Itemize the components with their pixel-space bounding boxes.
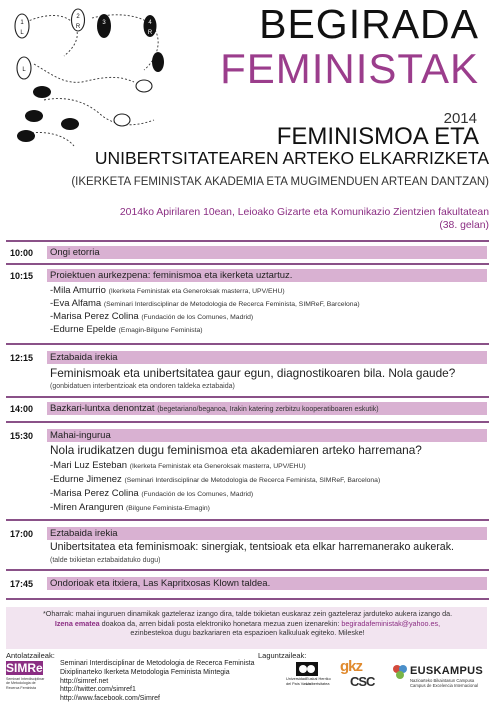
debate-note-2: (talde txikietan eztabaidatuko dugu) [50, 557, 161, 564]
session-bar [47, 246, 487, 259]
upv-ehu-text: Universidad del País Vasco [286, 677, 312, 686]
roundtable-question: Nola irudikatzen dugu feminismoa eta akademiaren arteko harremana? [50, 443, 422, 457]
subtitle-line2: UNIBERTSITATEAREN ARTEKO ELKARRIZKETA [94, 148, 489, 168]
session-title-debate-2: Eztabaida irekia [50, 528, 118, 539]
dance-steps-illustration [4, 4, 182, 154]
speaker-row: -Edurne Epelde (Emagin-Bilgune Feminista) [50, 324, 203, 335]
title-begirada: BEGIRADA [259, 1, 479, 47]
event-date-venue [6, 206, 489, 233]
separator [6, 421, 489, 423]
speaker-row: -Marisa Perez Colina (Fundación de los Comunes, Madrid) [50, 311, 254, 322]
separator [6, 569, 489, 571]
notice-line2: Izena ematea doakoa da, arren bidali posta elektroniko honetara mezua zuen izenarekin: begiradafeministak@yahoo.es, [54, 618, 441, 628]
separator [6, 240, 489, 242]
simref-logo: SIMReF [6, 661, 51, 675]
debate-note: (gonbidatuen interbentzioak eta ondoren taldeka eztabaida) [50, 383, 235, 390]
subtitle-line3: (IKERKETA FEMINISTAK AKADEMIA ETA MUGIMENDUEN ARTEAN DANTZAN) [71, 176, 489, 188]
time-1015: 10:15 [10, 271, 34, 281]
euskampus-logo-icon [392, 664, 408, 680]
seminar-info: Seminari Interdisciplinar de Metodologia de Recerca Feminista Dixiplinarteko Ikerketa Metodologia Feminista Mintegia http://simref.net http://twitter.com/simref1 http://www.facebook.com/Simref [60, 660, 255, 702]
date-line: 2014ko Apirilaren 10ean, Leioako Gizarte eta Komunikazio Zientzien fakultatean [119, 207, 489, 218]
time-1530: 15:30 [10, 431, 34, 441]
time-1000: 10:00 [10, 248, 34, 258]
time-1745: 17:45 [10, 579, 34, 589]
session-title-lunch: Bazkari-luntxa denontzat (begetariano/beganoa, Irakin katering zerbitzu kooperatiboaren eskutik) [50, 403, 379, 414]
separator [6, 343, 489, 345]
simref-logo-subtitle: Seminari Interdisciplinar de Metodologia de Recerca Feminista [6, 677, 45, 690]
notice-line3: ezinbestekoa dugu bazkariaren eta espazioen kalkuluak egiteko. Mileske! [130, 628, 365, 638]
session-title-presentations: Proiektuen aurkezpena: feminismoa eta ikerketa uztartuz. [50, 270, 293, 281]
subtitle-line1: FEMINISMOA ETA [276, 123, 479, 150]
svg-text:2: 2 [76, 14, 80, 20]
notice-text [10, 609, 485, 638]
organizers-label: Antolatzaileak: [6, 651, 55, 660]
speaker-row: -Eva Alfama (Seminari Interdisciplinar de Metodologia de Recerca Feminista, SIMReF, Barcelona) [50, 298, 360, 309]
session-title-closing: Ondorioak eta itxiera, Las Kapritxosas Klown taldea. [50, 578, 271, 589]
facebook-link[interactable]: http://www.facebook.com/Simref [60, 695, 160, 702]
simref-link[interactable]: http://simref.net [60, 677, 109, 685]
debate-question-2: Unibertsitatea eta feminismoak: sinergiak, tentsioak eta elkar harremanerako aukerak. [50, 541, 454, 553]
speaker-row: -Mari Luz Esteban (Ikerketa Feministak eta Generoksak masterra, UPV/EHU) [50, 460, 306, 471]
speaker-row: -Mila Amurrio (Ikerketa Feministak eta Generoksak masterra, UPV/EHU) [50, 285, 285, 296]
svg-text:4: 4 [148, 20, 152, 26]
session-title-welcome: Ongi etorria [50, 247, 100, 258]
euskampus-subtitle: Nazioarteko Bikaintasun Campusa Campus de Excelencia Internacional [410, 678, 478, 689]
title-feministak: FEMINISTAK [220, 45, 479, 92]
separator [6, 519, 489, 521]
room-line: (38. gelan) [439, 220, 489, 232]
separator [6, 598, 489, 600]
svg-text:R: R [147, 30, 153, 36]
separator [6, 263, 489, 265]
speaker-row: -Miren Aranguren (Bilgune Feminista-Emagin) [50, 502, 210, 513]
svg-text:L: L [20, 30, 24, 36]
svg-text:R: R [75, 24, 81, 30]
event-year: 2014 [443, 110, 477, 127]
time-1700: 17:00 [10, 529, 34, 539]
time-1400: 14:00 [10, 404, 34, 414]
svg-text:1: 1 [20, 20, 24, 26]
upv-ehu-logo-icon [296, 662, 318, 676]
speaker-row: -Marisa Perez Colina (Fundación de los Comunes, Madrid) [50, 488, 254, 499]
debate-question: Feminismoak eta unibertsitatea gaur egun, diagnostikoaren bila. Nola gaude? [50, 366, 456, 380]
session-title-debate: Eztabaida irekia [50, 352, 118, 363]
svg-text:L: L [22, 67, 26, 73]
svg-text:3: 3 [102, 20, 106, 26]
collaborators-label: Laguntzaileak: [258, 651, 307, 660]
time-1215: 12:15 [10, 353, 34, 363]
notice-line1: *Oharrak: mahai inguruen dinamikak gazteleraz izango dira, talde txikietan euskaraz zein gazteleraz jarduteko aukera izango da. [42, 609, 453, 618]
session-title-roundtable: Mahai-ingurua [50, 430, 111, 441]
upv-ehu-text-eu: Euskal Herriko Unibertsitatea [306, 677, 331, 686]
twitter-link[interactable]: http://twitter.com/simref1 [60, 686, 136, 694]
speaker-row: -Edurne Jimenez (Seminari Interdisciplinar de Metodologia de Recerca Feminista, SIMReF, Barcelona) [50, 474, 381, 485]
contact-email[interactable]: begiradafeministak@yahoo.es, [341, 618, 441, 628]
gkz-logo: gkz [340, 658, 363, 675]
separator [6, 396, 489, 398]
csc-logo: CSC [350, 674, 375, 689]
session-bar [47, 429, 487, 442]
euskampus-logo: EUSKAMPUS [410, 665, 483, 677]
